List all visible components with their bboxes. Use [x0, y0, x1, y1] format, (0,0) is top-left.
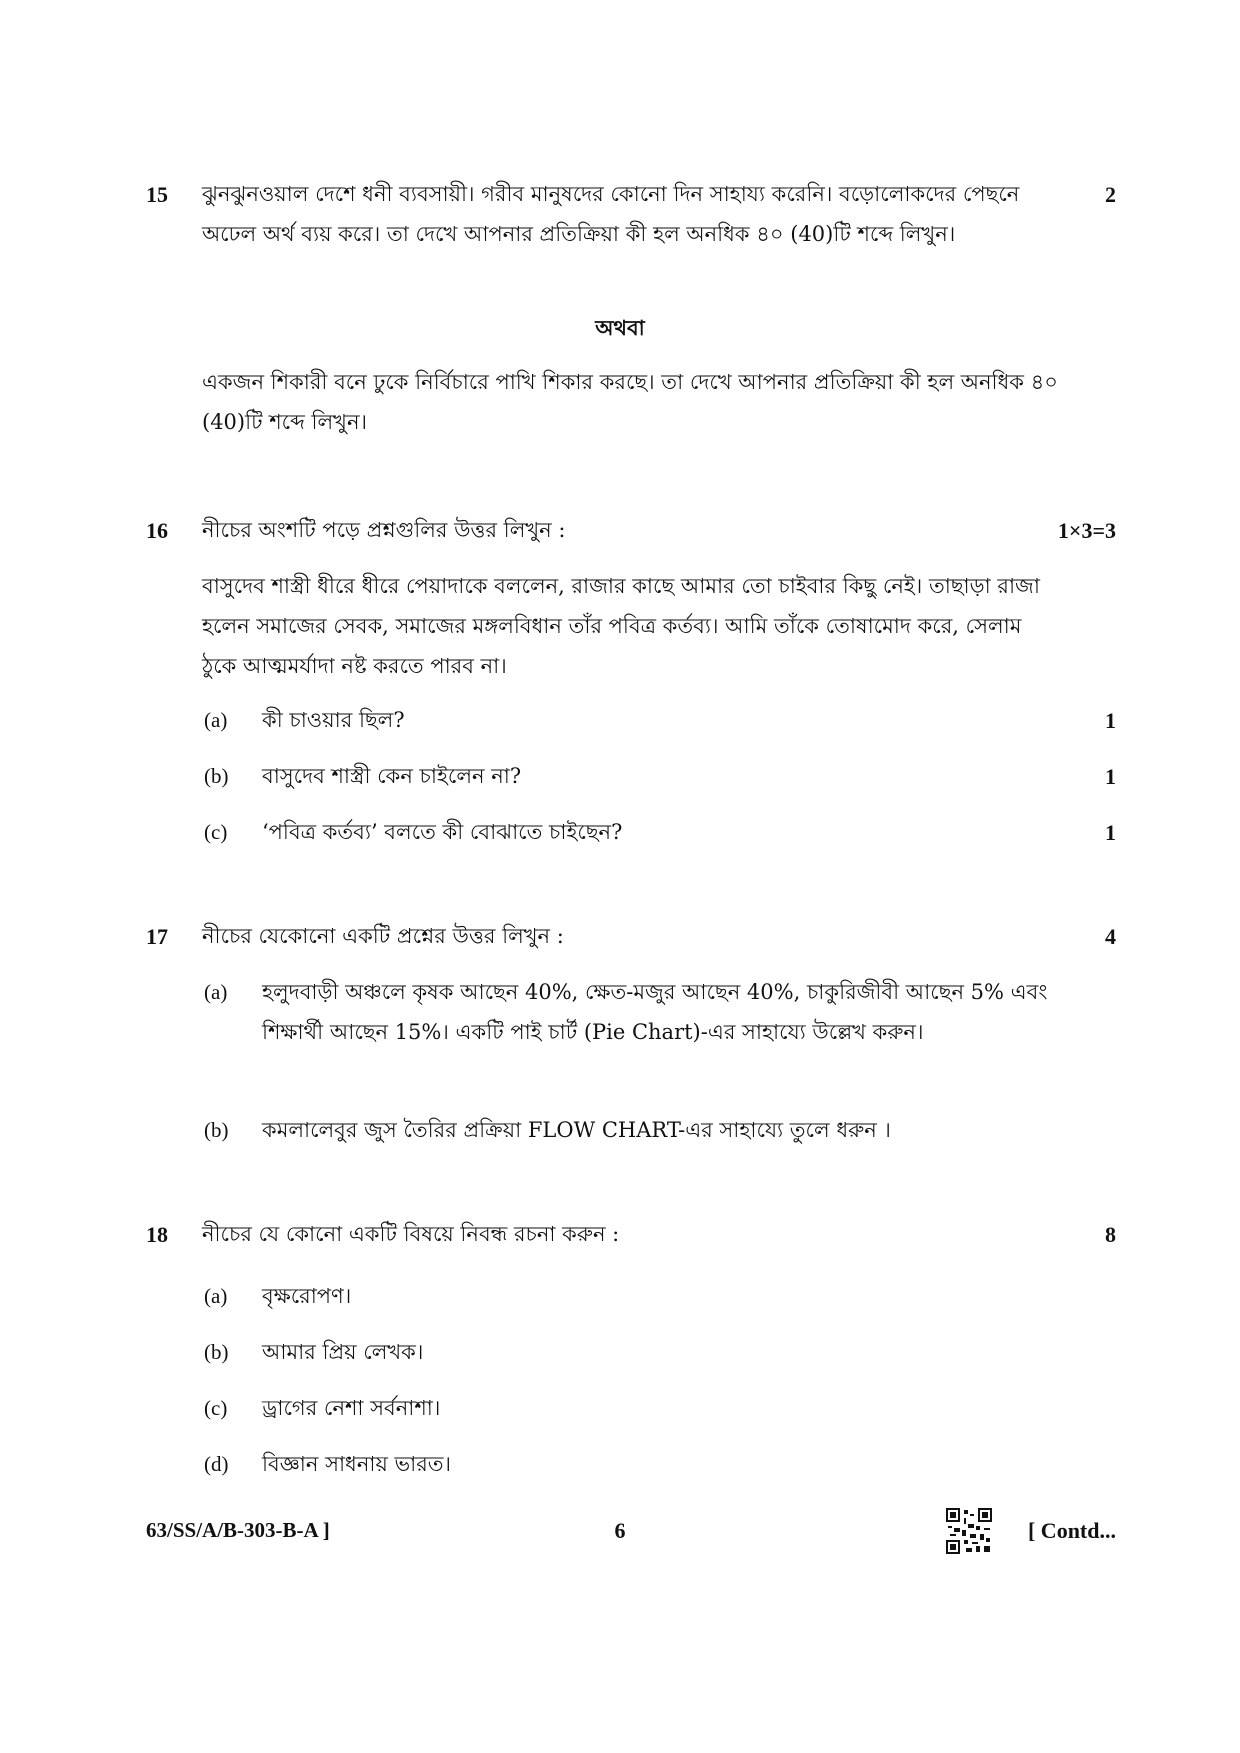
page-number: 6 — [614, 1518, 626, 1543]
question-16-text: নীচের অংশটি পড়ে প্রশ্নগুলির উত্তর লিখুন : — [202, 518, 566, 542]
question-15-marks: 2 — [1105, 182, 1116, 207]
q16-sub-b-marks: 1 — [1105, 764, 1116, 789]
q17-sub-b-text: কমলালেবুর জুস তৈরির প্রক্রিয়া FLOW CHART-এর সাহায্যে তুলে ধরুন । — [262, 1118, 891, 1142]
q18-sub-d-text: বিজ্ঞান সাধনায় ভারত। — [262, 1452, 452, 1476]
q18-sub-b-label: (b) — [204, 1340, 229, 1364]
question-15-text: ঝুনঝুনওয়াল দেশে ধনী ব্যবসায়ী। গরীব মানুষদের কোনো দিন সাহায্য করেনি। বড়োলোকদের পেছনে অঢেল অর্থ ব্যয় করে। তা দেখে আপনার প্রতিক্রিয়া কী হল অনধিক ৪০ (40)টি শব্দে লিখুন। — [202, 182, 1020, 246]
question-17-number: 17 — [146, 924, 168, 949]
q18-sub-d-label: (d) — [204, 1452, 229, 1476]
q16-sub-b-text: বাসুদেব শাস্ত্রী কেন চাইলেন না? — [262, 764, 522, 788]
q16-sub-c-marks: 1 — [1105, 820, 1116, 845]
qr-code-icon — [946, 1508, 992, 1554]
q18-sub-a-label: (a) — [204, 1284, 228, 1308]
q18-sub-c-label: (c) — [204, 1396, 228, 1420]
question-17-text: নীচের যেকোনো একটি প্রশ্নের উত্তর লিখুন : — [202, 924, 564, 948]
question-15-alt-text: একজন শিকারী বনে ঢুকে নির্বিচারে পাখি শিকার করছে। তা দেখে আপনার প্রতিক্রিয়া কী হল অনধিক ৪০ (40)টি শব্দে লিখুন। — [202, 370, 1058, 434]
question-16-passage: বাসুদেব শাস্ত্রী ধীরে ধীরে পেয়াদাকে বললেন, রাজার কাছে আমার তো চাইবার কিছু নেই। তাছাড়া রাজা হলেন সমাজের সেবক, সমাজের মঙ্গলবিধান তাঁর পবিত্র কর্তব্য। আমি তাঁকে তোষামোদ করে, সেলাম ঠুকে আত্মমর্যাদা নষ্ট করতে পারব না। — [202, 574, 1040, 678]
q18-sub-a-text: বৃক্ষরোপণ। — [262, 1284, 352, 1308]
q17-sub-a-label: (a) — [204, 980, 228, 1004]
q16-sub-b-label: (b) — [204, 764, 229, 788]
continued-label: [ Contd... — [1027, 1518, 1116, 1543]
q16-sub-c-label: (c) — [204, 820, 228, 844]
q16-sub-a-label: (a) — [204, 708, 228, 732]
q17-sub-b-label: (b) — [204, 1118, 229, 1142]
or-label: অথবা — [595, 315, 645, 340]
question-18-text: নীচের যে কোনো একটি বিষয়ে নিবন্ধ রচনা করুন : — [202, 1222, 620, 1246]
q16-sub-a-text: কী চাওয়ার ছিল? — [262, 708, 405, 732]
q18-sub-c-text: ড্রাগের নেশা সর্বনাশা। — [262, 1396, 441, 1420]
question-17-marks: 4 — [1105, 924, 1116, 949]
question-16-number: 16 — [146, 518, 168, 543]
question-16-marks: 1×3=3 — [1057, 518, 1116, 543]
question-18-number: 18 — [146, 1222, 168, 1247]
q16-sub-a-marks: 1 — [1105, 708, 1116, 733]
q16-sub-c-text: ‘পবিত্র কর্তব্য’ বলতে কী বোঝাতে চাইছেন? — [262, 820, 623, 844]
paper-code: 63/SS/A/B-303-B-A ] — [146, 1518, 330, 1542]
question-18-marks: 8 — [1105, 1222, 1116, 1247]
q18-sub-b-text: আমার প্রিয় লেখক। — [262, 1340, 424, 1364]
question-15-number: 15 — [146, 182, 168, 207]
q17-sub-a-text: হলুদবাড়ী অঞ্চলে কৃষক আছেন 40%, ক্ষেত-মজুর আছেন 40%, চাকুরিজীবী আছেন 5% এবং শিক্ষার্থী আছেন 15%। একটি পাই চার্ট (Pie Chart)-এর সাহায্যে উল্লেখ করুন। — [262, 980, 1048, 1044]
